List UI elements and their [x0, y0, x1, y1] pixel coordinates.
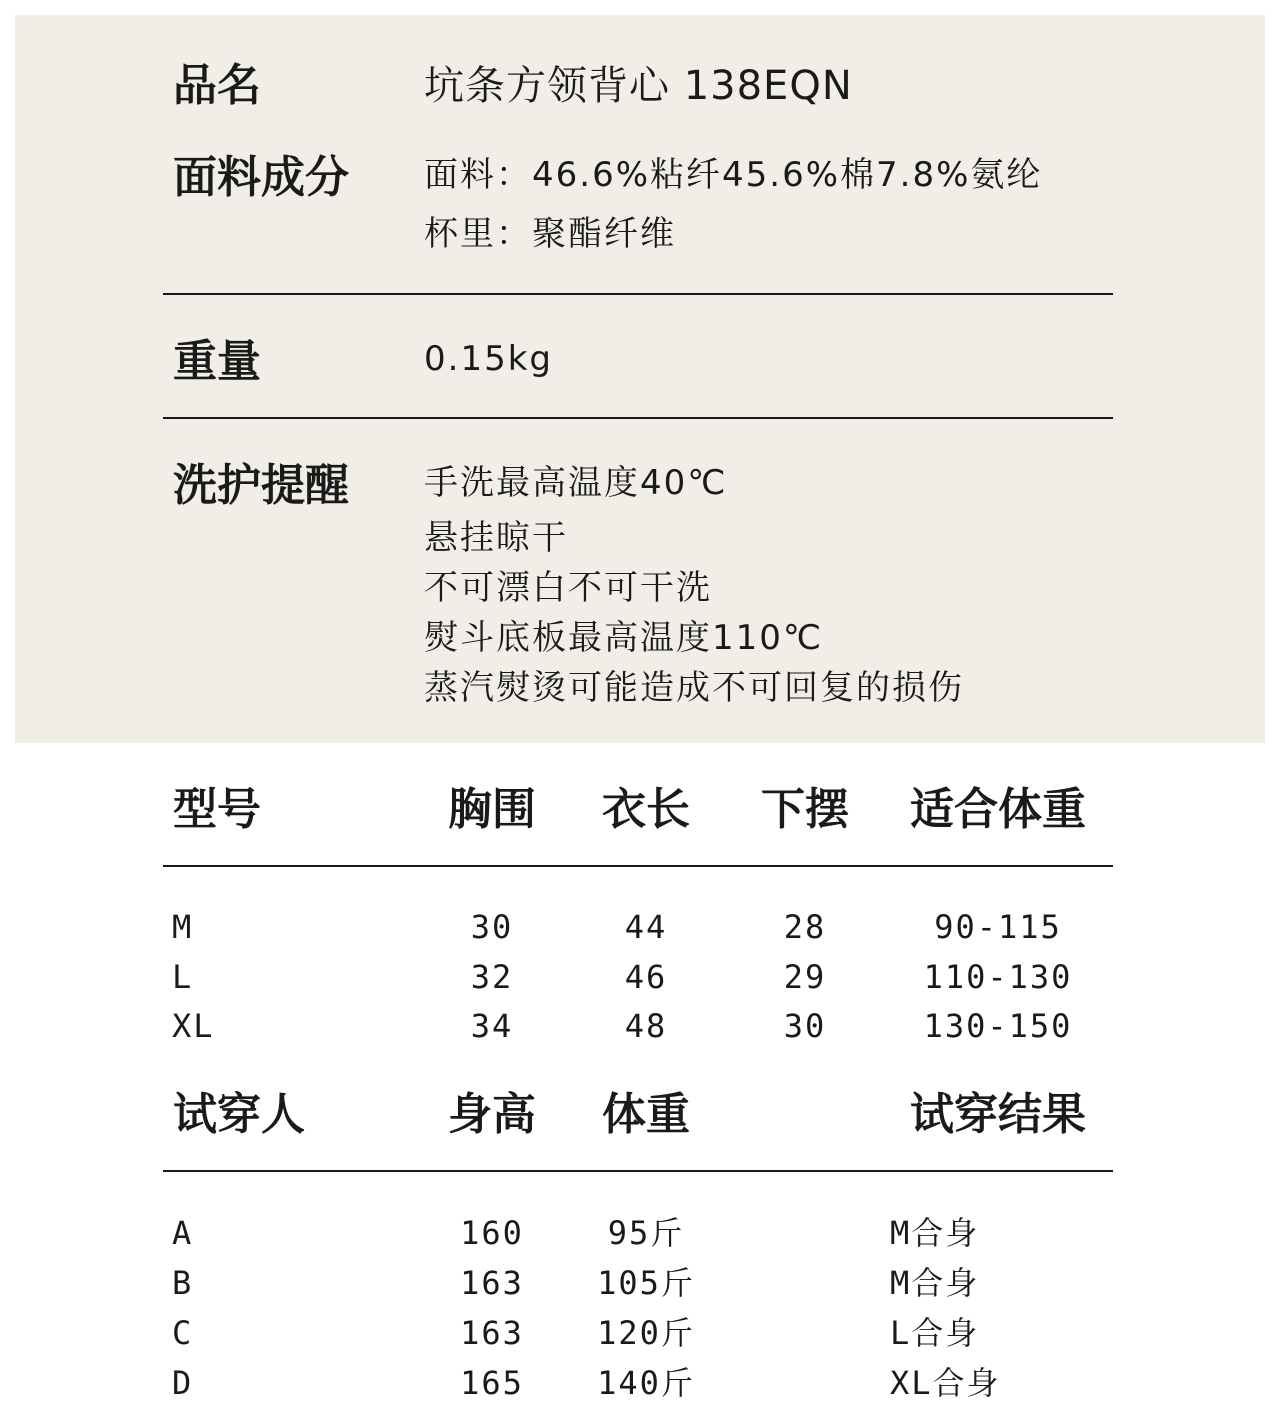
fit-header-weight: 体重 [602, 1089, 690, 1140]
size-cell: 32 [470, 958, 514, 996]
care-line: 蒸汽熨烫可能造成不可回复的损伤 [424, 668, 964, 708]
care-line: 不可漂白不可干洗 [424, 568, 712, 608]
fabric-line-1: 面料：46.6%粘纤45.6%棉7.8%氨纶 [424, 155, 1043, 195]
fit-header-tester: 试穿人 [173, 1089, 305, 1140]
size-cell: 28 [783, 908, 827, 946]
size-cell: 29 [783, 958, 827, 996]
size-cell: 34 [470, 1007, 514, 1045]
size-cell: 30 [783, 1007, 827, 1045]
fit-cell: 165 [460, 1364, 524, 1402]
care-line: 悬挂晾干 [424, 518, 568, 558]
fit-cell: 160 [460, 1214, 524, 1252]
fit-cell: 120斤 [597, 1314, 695, 1352]
fit-cell: 163 [460, 1264, 524, 1302]
weight-label: 重量 [173, 336, 261, 387]
fit-cell: M合身 [890, 1214, 980, 1252]
fit-cell: M合身 [890, 1264, 980, 1302]
size-header-weight-range: 适合体重 [910, 784, 1086, 835]
size-cell: 48 [624, 1007, 668, 1045]
fit-cell: 140斤 [597, 1364, 695, 1402]
size-cell: 110-130 [923, 958, 1073, 996]
size-header-model: 型号 [173, 784, 261, 835]
fit-header-result: 试穿结果 [910, 1089, 1086, 1140]
size-header-length: 衣长 [602, 784, 690, 835]
name-label: 品名 [173, 60, 261, 111]
care-line: 熨斗底板最高温度110℃ [424, 618, 824, 658]
divider [163, 417, 1113, 419]
fit-cell: B [172, 1264, 194, 1302]
size-cell: 44 [624, 908, 668, 946]
fit-cell: 105斤 [597, 1264, 695, 1302]
size-cell: L [172, 958, 194, 996]
care-line: 手洗最高温度40℃ [424, 463, 728, 503]
fit-cell: 163 [460, 1314, 524, 1352]
size-cell: M [172, 908, 194, 946]
fit-header-height: 身高 [448, 1089, 536, 1140]
fabric-label: 面料成分 [173, 152, 349, 203]
size-cell: 90-115 [934, 908, 1062, 946]
fit-cell: L合身 [890, 1314, 980, 1352]
fit-cell: A [172, 1214, 194, 1252]
divider [163, 865, 1113, 867]
size-header-hem: 下摆 [761, 784, 849, 835]
fabric-line-2: 杯里：聚酯纤维 [424, 214, 676, 254]
fit-cell: XL合身 [890, 1364, 1001, 1402]
divider [163, 1170, 1113, 1172]
name-value: 坑条方领背心 138EQN [424, 63, 853, 109]
fit-cell: 95斤 [607, 1214, 685, 1252]
fit-cell: C [172, 1314, 194, 1352]
care-label: 洗护提醒 [173, 460, 349, 511]
fit-cell: D [172, 1364, 194, 1402]
divider [163, 293, 1113, 295]
weight-value: 0.15kg [424, 339, 553, 379]
size-cell: XL [172, 1007, 215, 1045]
size-cell: 130-150 [923, 1007, 1073, 1045]
size-cell: 46 [624, 958, 668, 996]
size-header-chest: 胸围 [448, 784, 536, 835]
size-cell: 30 [470, 908, 514, 946]
